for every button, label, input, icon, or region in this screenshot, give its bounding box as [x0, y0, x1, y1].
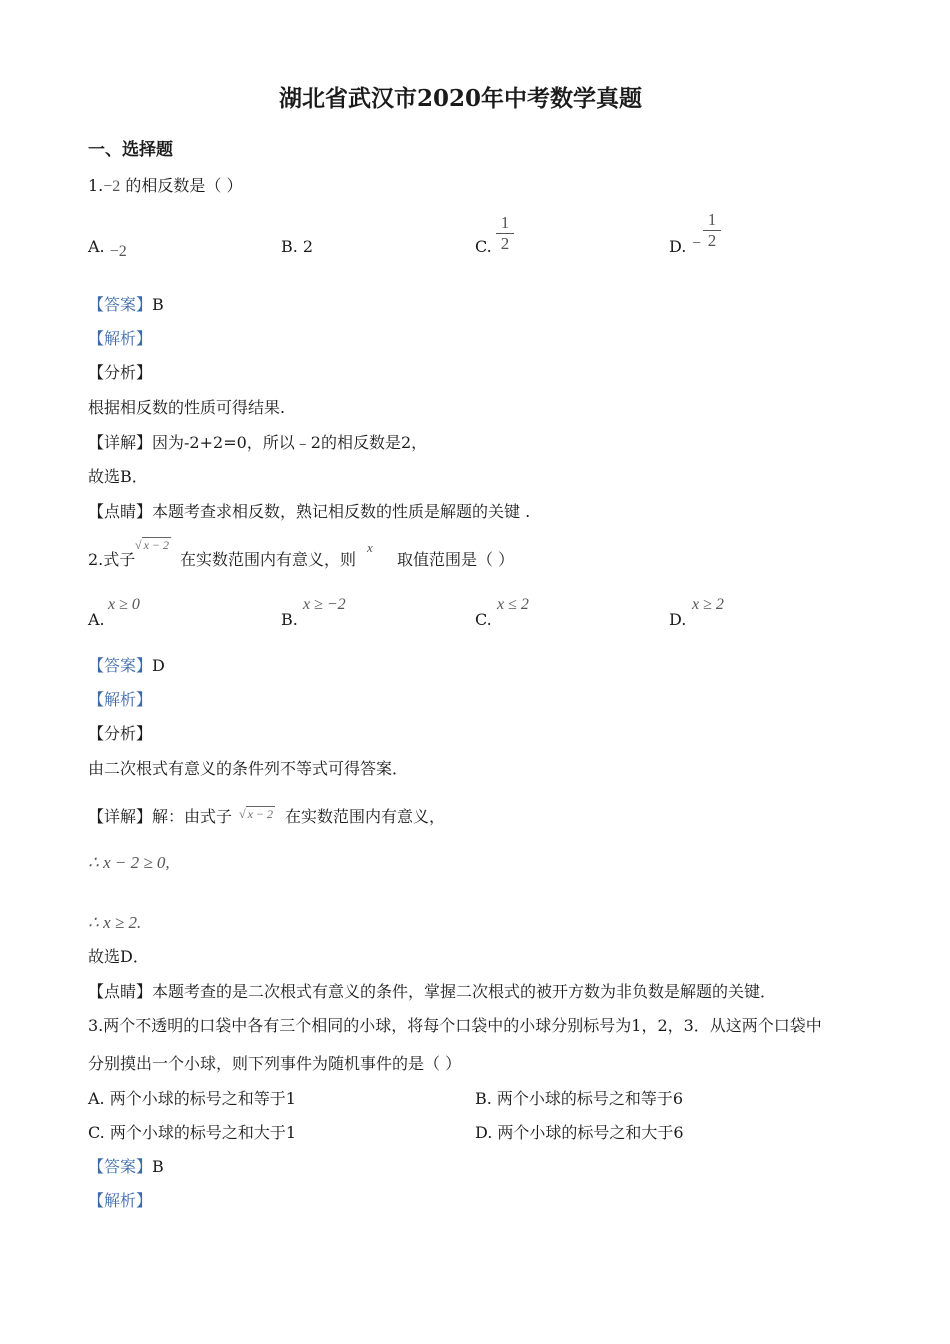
- q1-option-a-math: −2: [109, 243, 127, 260]
- q1-stem-text: 的相反数是（ ）: [125, 176, 243, 195]
- q2-stem-prefix: 2.式子: [88, 550, 136, 569]
- q1-detail-text: 因为-2+2=0，所以﹣2的相反数是2，: [152, 433, 428, 452]
- q2-option-a-math: x ≥ 0: [108, 596, 140, 613]
- q1-comment: [88, 502, 530, 522]
- q2-step-2: ∴ x ≥ 2.: [88, 913, 142, 932]
- q1-answer-value: B: [152, 295, 164, 314]
- q1-choose: 故选B．: [88, 467, 148, 486]
- q3-stem-line-2: 分别摸出一个小球，则下列事件为随机事件的是（ ）: [88, 1054, 462, 1073]
- q2-option-d-math: x ≥ 2: [692, 596, 724, 613]
- q3-option-a: A. 两个小球的标号之和等于1: [88, 1089, 296, 1108]
- q2-step-1: ∴ x − 2 ≥ 0,: [88, 853, 170, 872]
- q3-answer: [88, 1157, 164, 1177]
- q1-option-a-label: A.: [88, 237, 105, 256]
- page-title: 湖北省武汉市2020年中考数学真题: [279, 85, 643, 112]
- q2-stem-mid: 在实数范围内有意义，则: [180, 550, 357, 569]
- q1-option-c-numerator: 1: [500, 213, 510, 232]
- q1-answer: [88, 295, 164, 315]
- q1-stem-math: −2: [103, 178, 121, 195]
- q1-number: 1.: [88, 176, 104, 195]
- q1-option-a: [88, 237, 127, 258]
- q1-option-d-fraction: [703, 211, 721, 250]
- q2-choose: 故选D．: [88, 947, 149, 966]
- q3-analysis-tag: 【解析】: [88, 1191, 153, 1210]
- q1-comment-text: 本题考查求相反数，熟记相反数的性质是解题的关键 .: [152, 502, 531, 521]
- q2-stem-radicand: x − 2: [143, 538, 170, 552]
- q2-comment: [88, 982, 776, 1002]
- q2-comment-text: 本题考查的是二次根式有意义的条件，掌握二次根式的被开方数为非负数是解题的关键．: [152, 982, 777, 1001]
- q2-detail: [88, 807, 232, 827]
- q2-fenxi-tag: 【分析】: [88, 724, 153, 743]
- answer-tag: 【答案】: [88, 1157, 153, 1176]
- q2-detail-sqrt: √ x − 2: [239, 807, 274, 821]
- q2-option-b-label: B.: [281, 610, 298, 629]
- q1-option-d-sign: −: [692, 235, 702, 252]
- q3-option-b: B. 两个小球的标号之和等于6: [475, 1089, 684, 1108]
- q3-option-c: C. 两个小球的标号之和大于1: [88, 1123, 297, 1142]
- q2-detail-suffix: 在实数范围内有意义，: [285, 807, 446, 826]
- q2-fenxi-text: 由二次根式有意义的条件列不等式可得答案．: [88, 759, 409, 778]
- q2-answer-value: D: [152, 656, 165, 675]
- q2-answer: [88, 656, 165, 676]
- q1-fenxi-tag: 【分析】: [88, 363, 153, 382]
- q1-analysis-tag: 【解析】: [88, 329, 153, 348]
- q3-stem-line-1: 3.两个不透明的口袋中各有三个相同的小球，将每个口袋中的小球分别标号为1，2，3．从这两个口袋中: [88, 1016, 822, 1035]
- q1-option-c-fraction: [496, 214, 514, 253]
- q2-detail-radicand: x − 2: [247, 807, 274, 821]
- comment-tag: 【点睛】: [88, 982, 153, 1001]
- q2-option-c-label: C.: [475, 610, 492, 629]
- q3-option-d: D. 两个小球的标号之和大于6: [475, 1123, 684, 1142]
- q1-option-b: B. 2: [281, 237, 314, 256]
- q1-stem: [88, 176, 242, 197]
- q2-option-d-label: D.: [669, 610, 687, 629]
- q2-stem-var: x: [367, 540, 373, 555]
- q2-stem-sqrt: √ x − 2: [135, 538, 170, 552]
- comment-tag: 【点睛】: [88, 502, 153, 521]
- section-heading: 一、选择题: [88, 140, 173, 160]
- answer-tag: 【答案】: [88, 295, 153, 314]
- q1-option-d-numerator: 1: [707, 210, 717, 229]
- detail-tag: 【详解】: [88, 807, 153, 826]
- q3-answer-value: B: [152, 1157, 164, 1176]
- q2-option-b-math: x ≥ −2: [303, 596, 346, 613]
- detail-tag: 【详解】: [88, 433, 153, 452]
- q1-option-d-denominator: 2: [707, 231, 717, 250]
- q2-option-c-math: x ≤ 2: [497, 596, 529, 613]
- q1-fenxi-text: 根据相反数的性质可得结果.: [88, 398, 286, 417]
- q2-analysis-tag: 【解析】: [88, 690, 153, 709]
- q1-option-c-label: C.: [475, 237, 492, 256]
- q2-detail-prefix: 解：由式子: [152, 807, 233, 826]
- q2-option-a-label: A.: [88, 610, 105, 629]
- q1-option-d-label: D.: [669, 237, 687, 256]
- q1-option-c-denominator: 2: [500, 234, 510, 253]
- answer-tag: 【答案】: [88, 656, 153, 675]
- q2-stem-end: 取值范围是（ ）: [397, 550, 515, 569]
- q1-detail: [88, 433, 427, 453]
